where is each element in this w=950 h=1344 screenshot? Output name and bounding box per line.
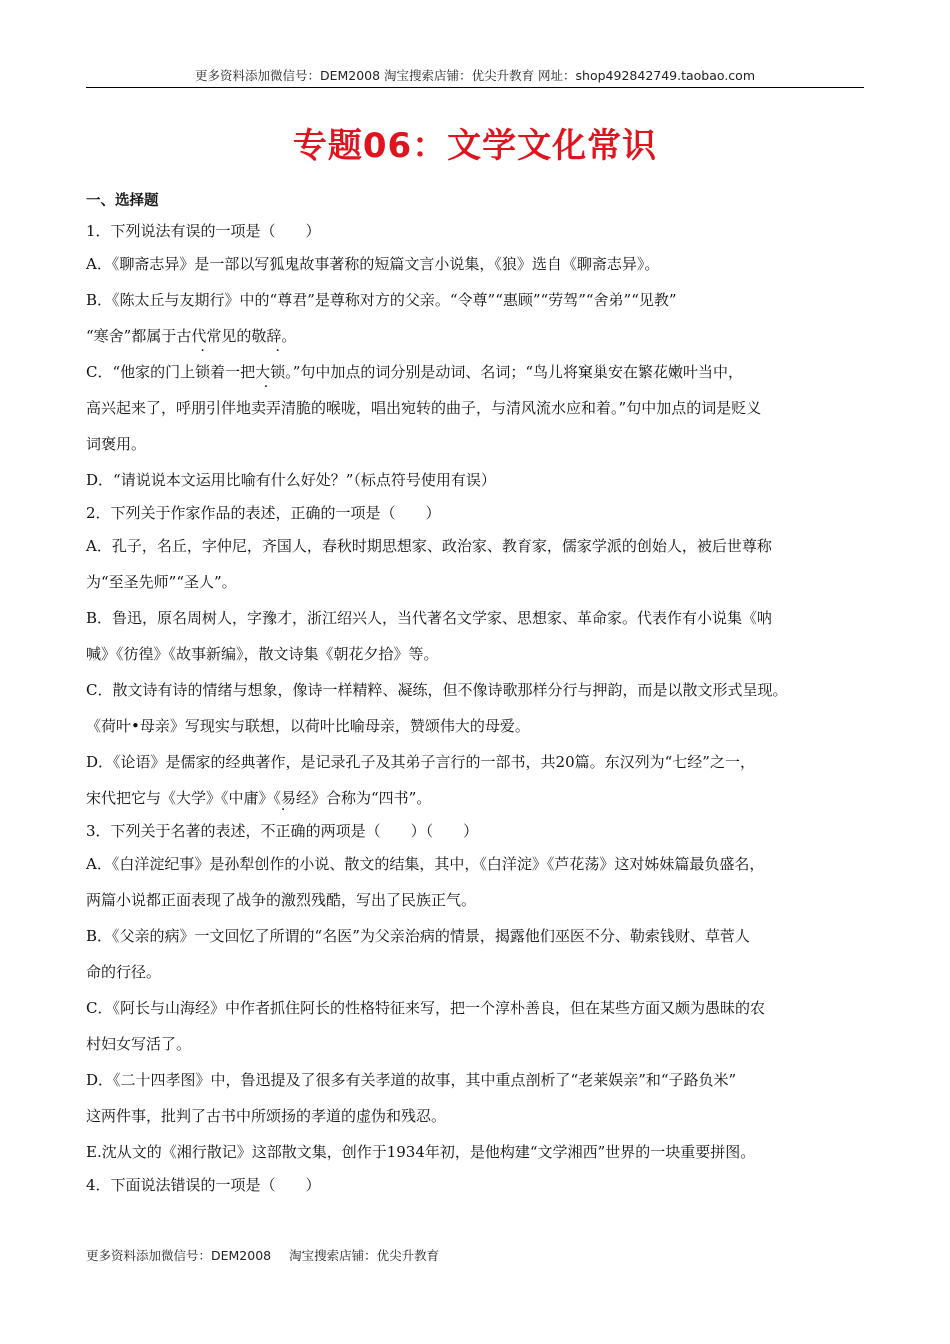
question-1-option-b-cont: “寒舍”都属于古代常见的敬辞。 xyxy=(86,327,297,345)
emphasis-dot-word: 不正确 xyxy=(260,822,306,840)
question-3-option-d: D．《二十四孝图》中，鲁迅提及了很多有关孝道的故事，其中重点剖析了“老莱娱亲”和“子路负米” xyxy=(86,1071,737,1089)
emphasis-dot-word: 卖弄 xyxy=(251,399,282,417)
text-span: 3．下列关于名著的表述， xyxy=(86,822,261,840)
question-4-stem: 4．下面说法错误的一项是（ ） xyxy=(86,1176,321,1194)
footer-wechat: 更多资料添加微信号：DEM2008 xyxy=(86,1248,272,1263)
text-span: 的两项是（ ）（ ） xyxy=(305,822,479,840)
text-span: C．“他家的门上 xyxy=(86,363,196,381)
emphasis-dot-word: 锁 xyxy=(195,363,211,381)
text-span: 着一把大 xyxy=(210,363,271,381)
question-1-option-c-end: 词褒用。 xyxy=(86,435,147,453)
question-2-option-b: B．鲁迅，原名周树人，字豫才，浙江绍兴人，当代著名文学家、思想家、革命家。代表作有小说集《呐 xyxy=(86,609,773,627)
question-1-option-a: A．《聊斋志异》是一部以写狐鬼故事著称的短篇文言小说集，《狼》选自《聊斋志异》。 xyxy=(86,255,660,273)
text-span: 清脆的喉咙，唱出宛转的曲子，与清风流水应和着。”句中加点的词是贬义 xyxy=(281,399,762,417)
question-2-option-c: C．散文诗有诗的情绪与想象，像诗一样精粹、凝练，但不像诗歌那样分行与押韵，而是以散文形式呈现。 xyxy=(86,681,788,699)
question-3-option-e: E.沈从文的《湘行散记》这部散文集，创作于1934年初，是他构建“文学湘西”世界的一块重要拼图。 xyxy=(86,1143,756,1161)
question-1-option-b: B．《陈太丘与友期行》中的“尊君”是尊称对方的父亲。“令尊”“惠顾”“劳驾”“舍弟”“见教” xyxy=(86,291,677,309)
question-2-option-d-cont: 宋代把它与《大学》《中庸》《易经》合称为“四书”。 xyxy=(86,789,432,807)
section-title: 一、选择题 xyxy=(86,193,159,209)
question-3-option-a-cont: 两篇小说都正面表现了战争的激烈残酷，写出了民族正气。 xyxy=(86,891,477,909)
question-3-option-b: B．《父亲的病》一文回忆了所谓的“名医”为父亲治病的情景，揭露他们巫医不分、勒索钱财、草菅人 xyxy=(86,927,750,945)
question-body xyxy=(86,190,864,1200)
question-2-option-b-cont: 喊》《彷徨》《故事新编》，散文诗集《朝花夕拾》等。 xyxy=(86,645,439,663)
question-3-option-c-cont: 村妇女写活了。 xyxy=(86,1035,192,1053)
question-3-option-c: C．《阿长与山海经》中作者抓住阿长的性格特征来写，把一个淳朴善良，但在某些方面又颇为愚昧的农 xyxy=(86,999,765,1017)
question-1-option-c-cont xyxy=(86,390,864,426)
page-header: 更多资料添加微信号：DEM2008 淘宝搜索店铺：优尖升教育 网址：shop492842749.taobao.com xyxy=(194,68,756,83)
question-2-option-d: D．《论语》是儒家的经典著作，是记录孔子及其弟子言行的一部书，共20篇。东汉列为“七经”之一， xyxy=(86,753,755,771)
page-footer xyxy=(86,1246,453,1264)
page-title: 专题06：文学文化常识 xyxy=(292,126,658,166)
question-2-option-a: A．孔子，名丘，字仲尼，齐国人，春秋时期思想家、政治家、教育家，儒家学派的创始人，被后世尊称 xyxy=(86,537,772,555)
question-2-option-c-cont: 《荷叶•母亲》写现实与联想，以荷叶比喻母亲，赞颂伟大的母爱。 xyxy=(86,717,530,735)
header-rule xyxy=(86,87,864,88)
question-3-stem xyxy=(86,816,864,846)
question-1-stem: 1．下列说法有误的一项是（ ） xyxy=(86,222,321,240)
emphasis-dot-word: 锁 xyxy=(270,363,286,381)
question-1-option-d: D．“请说说本文运用比喻有什么好处？”（标点符号使用有误） xyxy=(86,471,496,489)
question-2-option-a-cont: 为“至圣先师”“圣人”。 xyxy=(86,573,237,591)
question-1-option-c xyxy=(86,354,864,390)
question-2-stem: 2．下列关于作家作品的表述，正确的一项是（ ） xyxy=(86,504,441,522)
question-3-option-a: A．《白洋淀纪事》是孙犁创作的小说、散文的结集，其中，《白洋淀》《芦花荡》这对姊妹篇最负盛名， xyxy=(86,855,765,873)
question-3-option-d-cont: 这两件事，批判了古书中所颂扬的孝道的虚伪和残忍。 xyxy=(86,1107,447,1125)
question-3-option-b-cont: 命的行径。 xyxy=(86,963,162,981)
footer-shop: 淘宝搜索店铺：优尖升教育 xyxy=(289,1248,440,1263)
text-span: 。”句中加点的词分别是动词、名词；“鸟儿将窠巢安在繁花嫩叶当中， xyxy=(285,363,744,381)
text-span: 高兴起来了，呼朋引伴地 xyxy=(86,399,252,417)
